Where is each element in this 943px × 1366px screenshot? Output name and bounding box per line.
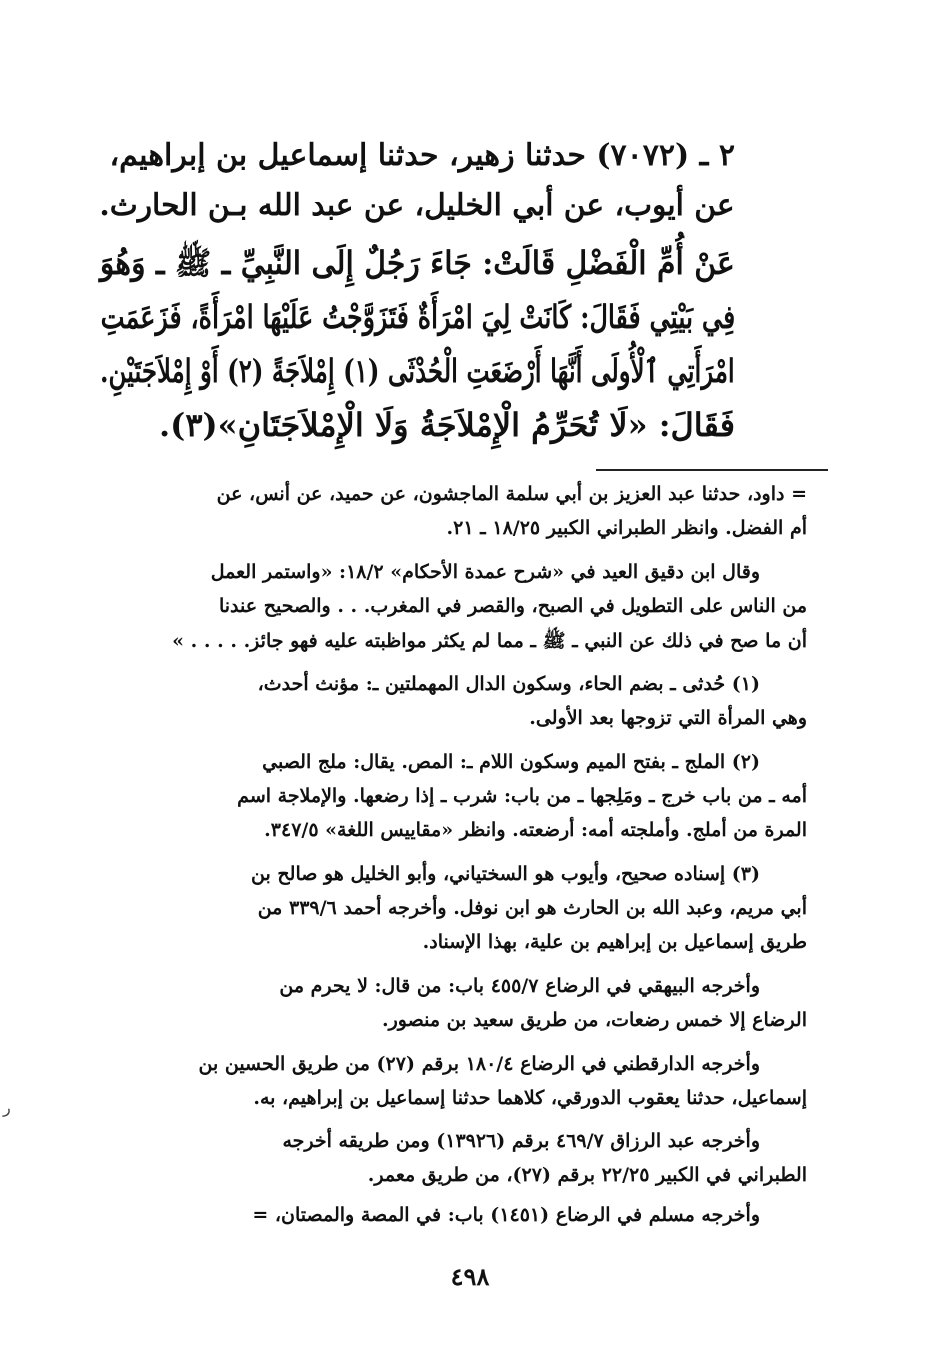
- footnote-line: أمه ـ من باب خرج ـ ومَلِجها ـ من باب: شرب ـ إذا رضعها. والإملاجة اسم: [237, 785, 807, 807]
- footnote-line: وهي المرأة التي تزوجها بعد الأولى.: [529, 707, 807, 729]
- matn-line-1: عَنْ أُمِّ الْفَضْلِ قَالَتْ: جَاءَ رَجُلٌ إِلَى النَّبِيِّ ـ ﷺ ـ وَهُوَ: [100, 244, 735, 282]
- footnote-line: أبي مريم، وعبد الله بن الحارث هو ابن نوفل. وأخرجه أحمد ٣٣٩/٦ من: [257, 897, 807, 919]
- footnote-line: وأخرجه عبد الرزاق ٤٦٩/٧ برقم (١٣٩٢٦) ومن طريقه أخرجه: [282, 1130, 760, 1152]
- matn-line-4: فَقَالَ: «لَا تُحَرِّمُ الْإِمْلاَجَةُ وَلَا الْإِمْلاَجَتَانِ»(٣).: [159, 406, 735, 444]
- isnad-line-2: عن أيوب، عن أبي الخليل، عن عبد الله بـن الحارث.: [99, 188, 735, 223]
- footnote-line: إسماعيل، حدثنا يعقوب الدورقي، كلاهما حدثنا إسماعيل بن إبراهيم، به.: [253, 1087, 807, 1109]
- stray-mark: ر: [3, 1098, 11, 1117]
- footnote-line: أم الفضل. وانظر الطبراني الكبير ١٨/٢٥ ـ ٢١.: [446, 517, 807, 539]
- footnote-line: طريق إسماعيل بن إبراهيم بن علية، بهذا الإسناد.: [422, 931, 807, 953]
- footnote-line: (١) حُدثى ـ بضم الحاء، وسكون الدال المهملتين ـ: مؤنث أحدث،: [257, 673, 760, 695]
- footnote-line: أن ما صح في ذلك عن النبي ـ ﷺ ـ مما لم يكثر مواظبته عليه فهو جائز. . . . . »: [172, 630, 807, 652]
- footnote-line: وقال ابن دقيق العيد في «شرح عمدة الأحكام» ١٨/٢: «واستمر العمل: [210, 561, 760, 583]
- footnote-line: = داود، حدثنا عبد العزيز بن أبي سلمة الماجشون، عن حميد، عن أنس، عن: [216, 483, 807, 505]
- page-number: ٤٩٨: [450, 1262, 490, 1291]
- footnote-line: (٣) إسناده صحيح، وأيوب هو السختياني، وأبو الخليل هو صالح بن: [251, 863, 760, 885]
- footnote-divider: [596, 469, 828, 471]
- footnote-line: وأخرجه مسلم في الرضاع (١٤٥١) باب: في المصة والمصتان، =: [252, 1204, 760, 1226]
- footnote-line: وأخرجه البيهقي في الرضاع ٤٥٥/٧ باب: من قال: لا يحرم من: [279, 975, 760, 997]
- isnad-line-1: ٢ ـ (٧٠٧٢) حدثنا زهير، حدثنا إسماعيل بن إبراهيم،: [109, 138, 735, 173]
- footnote-line: وأخرجه الدارقطني في الرضاع ١٨٠/٤ برقم (٢٧) من طريق الحسين بن: [198, 1053, 760, 1075]
- footnote-line: الطبراني في الكبير ٢٢/٢٥ برقم (٢٧)، من طريق معمر.: [367, 1164, 807, 1186]
- footnote-line: الرضاع إلا خمس رضعات، من طريق سعيد بن منصور.: [382, 1009, 807, 1031]
- footnote-line: المرة من أملج. وأملجته أمه: أرضعته. وانظر «مقاييس اللغة» ٣٤٧/٥.: [264, 819, 807, 841]
- matn-line-3: امْرَأَتِي ٱلْأُولَى أَنَّهَا أَرْضَعَتِ الْحُدْثَى (١) إِمْلاَجَةً (٢) أَوْ إِمْلاَجَتَيْنِ.: [100, 352, 735, 390]
- footnote-line: من الناس على التطويل في الصبح، والقصر في المغرب. . . والصحيح عندنا: [218, 595, 807, 617]
- footnote-line: (٢) الملج ـ بفتح الميم وسكون اللام ـ: المص. يقال: ملج الصبي: [262, 751, 760, 773]
- matn-line-2: فِي بَيْتِي فَقَالَ: كَانَتْ لِيَ امْرَأَةٌ فَتَزَوَّجْتُ عَلَيْهَا امْرَأَةً، فَزَعَمَتِ: [100, 298, 735, 336]
